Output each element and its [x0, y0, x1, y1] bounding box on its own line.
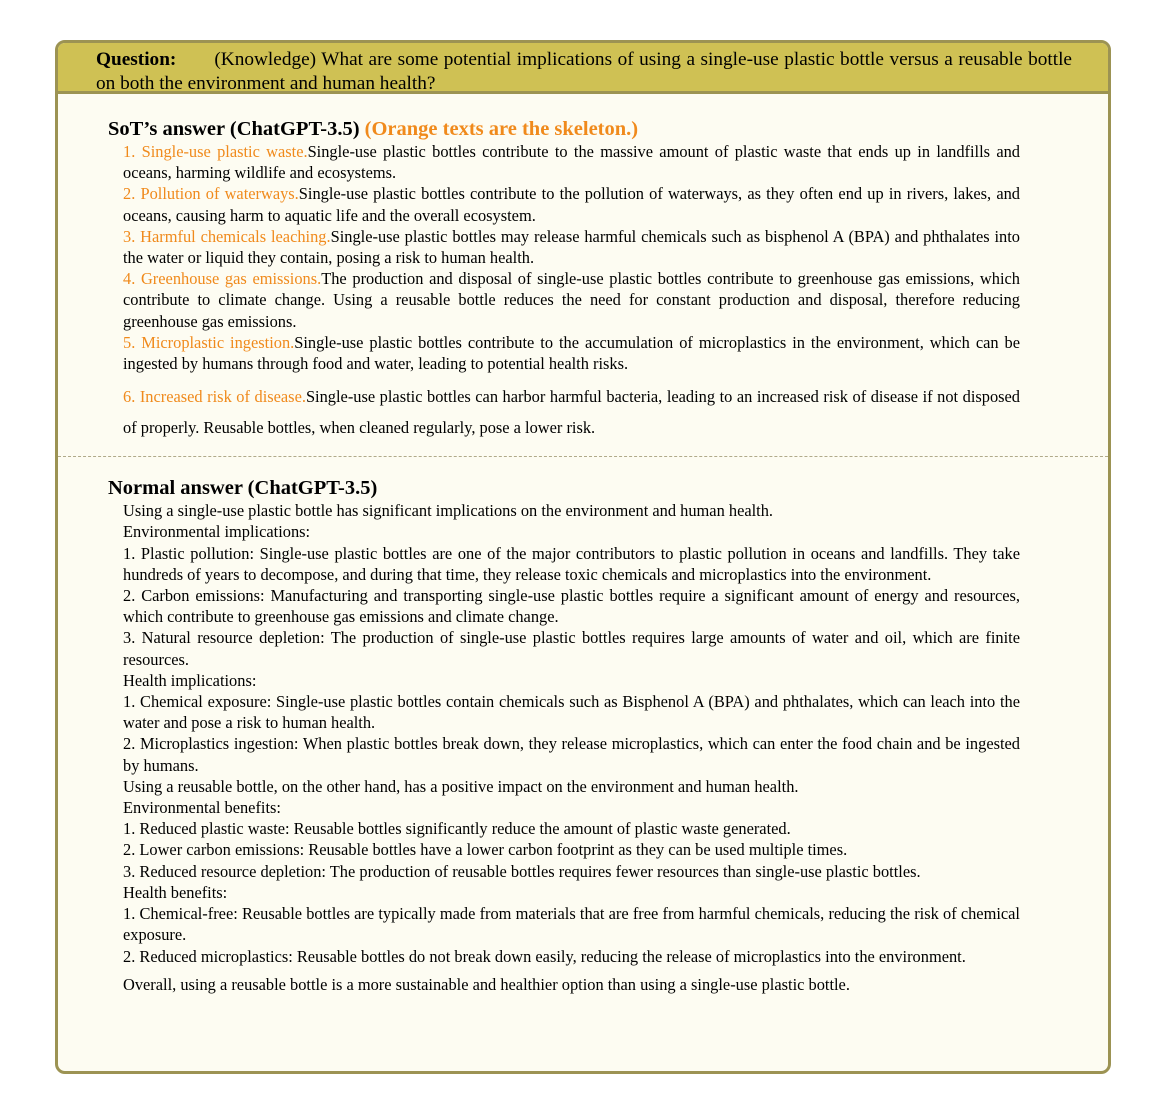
- point-text: Single-use plastic bottles may release harmful chemicals such as bisphenol A (BPA) and phthalates into the water or liquid they contain, posing a risk to human health.: [123, 226, 1020, 268]
- normal-line: Using a single-use plastic bottle has significant implications on the environment and human health.: [123, 501, 774, 521]
- normal-line: 1. Reduced plastic waste: Reusable bottles significantly reduce the amount of plastic waste generated.: [123, 819, 791, 839]
- normal-line: 1. Plastic pollution: Single-use plastic bottles are one of the major contributors to plastic pollution in oceans and landfills. They take hundreds of years to decompose, and during that time, they release toxic chemicals and microplastics into the environment.: [123, 543, 1020, 584]
- normal-title: Normal answer (ChatGPT-3.5): [108, 477, 378, 500]
- normal-line: 3. Natural resource depletion: The production of single-use plastic bottles requires large amounts of water and oil, which are finite resources.: [123, 628, 1020, 669]
- sot-point: [123, 141, 1020, 183]
- sot-point: [123, 226, 1020, 268]
- skeleton-text: 6. Increased risk of disease.: [123, 387, 306, 407]
- sot-section: [58, 94, 1108, 443]
- sot-title-text: SoT’s answer (ChatGPT-3.5): [108, 118, 360, 140]
- skeleton-text: 5. Microplastic ingestion.: [123, 332, 295, 352]
- sot-title-note: (Orange texts are the skeleton.): [364, 118, 639, 140]
- normal-body: [108, 500, 1020, 995]
- question-label: Question:: [96, 49, 177, 70]
- normal-section: [58, 457, 1108, 995]
- normal-line: 3. Reduced resource depletion: The production of reusable bottles requires fewer resources than single-use plastic bottles.: [123, 861, 921, 881]
- skeleton-text: 4. Greenhouse gas emissions.: [123, 269, 322, 289]
- point-text: Single-use plastic bottles can harbor harmful bacteria, leading to an increased risk of disease if not disposed of properly. Reusable bottles, when cleaned regularly, pose a lower risk.: [123, 387, 1020, 438]
- normal-line: Health implications:: [123, 670, 257, 690]
- normal-line: Using a reusable bottle, on the other hand, has a positive impact on the environment and human health.: [123, 776, 799, 796]
- normal-line: 2. Microplastics ingestion: When plastic bottles break down, they release microplastics, which can enter the food chain and be ingested by humans.: [123, 734, 1020, 775]
- sot-point: [123, 268, 1020, 332]
- normal-line: 1. Chemical exposure: Single-use plastic bottles contain chemicals such as Bisphenol A (BPA) and phthalates, which can leach into the water and pose a risk to human health.: [123, 692, 1020, 733]
- normal-line: 2. Carbon emissions: Manufacturing and transporting single-use plastic bottles require a significant amount of energy and resources, which contribute to greenhouse gas emissions and climate change.: [123, 586, 1020, 627]
- normal-line: Environmental benefits:: [123, 798, 281, 818]
- example-box: [55, 40, 1111, 1074]
- point-text: Single-use plastic bottles contribute to the massive amount of plastic waste that ends up in landfills and oceans, harming wildlife and ecosystems.: [123, 142, 1020, 183]
- normal-line: Environmental implications:: [123, 522, 311, 542]
- skeleton-text: 1. Single-use plastic waste.: [123, 142, 308, 161]
- skeleton-text: 2. Pollution of waterways.: [123, 184, 299, 204]
- sot-point: [123, 381, 1020, 443]
- normal-conclusion: Overall, using a reusable bottle is a more sustainable and healthier option than using a single-use plastic bottle.: [123, 974, 850, 994]
- sot-point: [123, 332, 1020, 374]
- skeleton-text: 3. Harmful chemicals leaching.: [123, 226, 331, 246]
- sot-point: [123, 183, 1020, 225]
- point-text: Single-use plastic bottles contribute to the pollution of waterways, as they often end up in rivers, lakes, and oceans, causing harm to aquatic life and the overall ecosystem.: [123, 184, 1020, 225]
- normal-line: 2. Reduced microplastics: Reusable bottles do not break down easily, reducing the release of microplastics into the environment.: [123, 946, 966, 966]
- question-bar: [58, 43, 1108, 94]
- normal-line: Health benefits:: [123, 882, 228, 902]
- sot-body: [108, 141, 1020, 443]
- question-text: (Knowledge) What are some potential implications of using a single-use plastic bottle versus a reusable bottle on both the environment and human health?: [96, 49, 1072, 94]
- normal-line: 1. Chemical-free: Reusable bottles are typically made from materials that are free from harmful chemicals, reducing the risk of chemical exposure.: [123, 904, 1020, 945]
- sot-title: [108, 117, 1020, 141]
- point-text: The production and disposal of single-use plastic bottles contribute to greenhouse gas emissions, which contribute to climate change. Using a reusable bottle reduces the need for constant production and disposal, therefore reducing greenhouse gas emissions.: [123, 269, 1020, 331]
- normal-line: 2. Lower carbon emissions: Reusable bottles have a lower carbon footprint as they can be used multiple times.: [123, 840, 848, 860]
- point-text: Single-use plastic bottles contribute to the accumulation of microplastics in the environment, which can be ingested by humans through food and water, leading to potential health risks.: [123, 332, 1020, 374]
